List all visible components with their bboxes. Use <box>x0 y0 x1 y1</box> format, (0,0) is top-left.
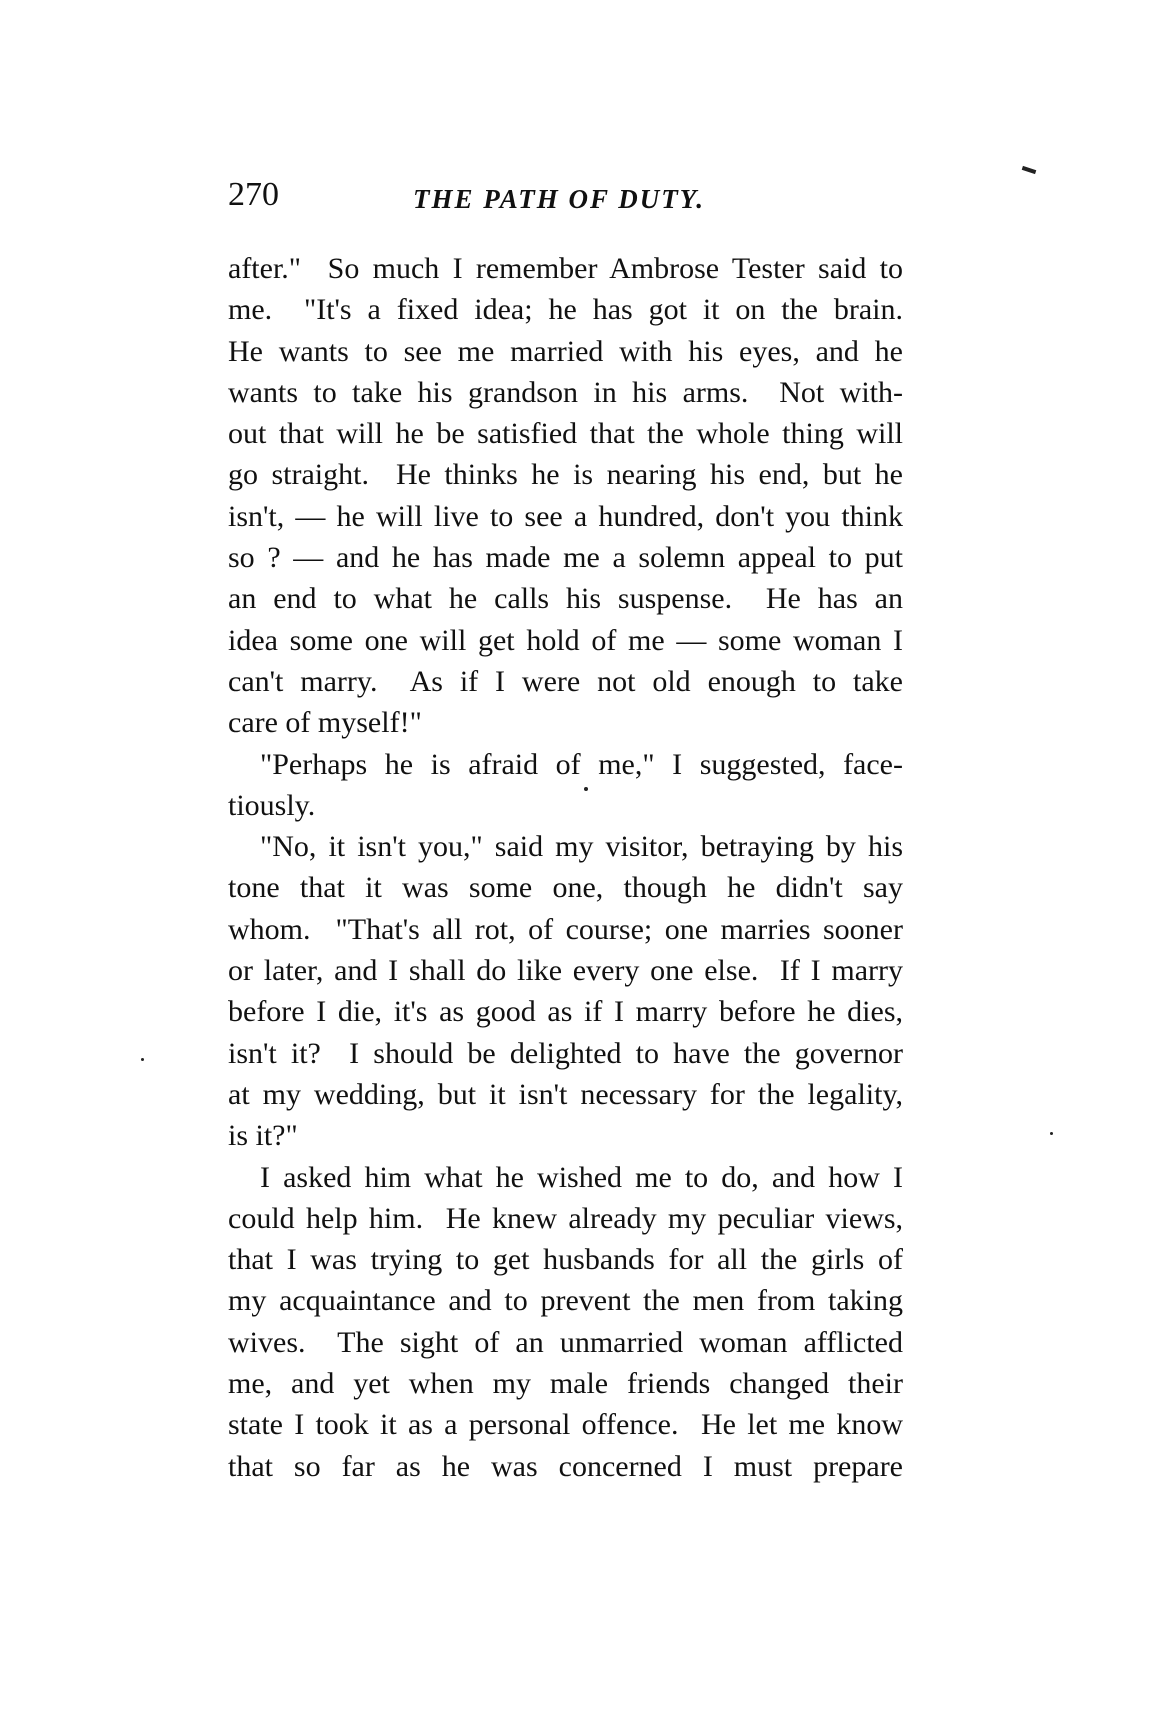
text-line: me, and yet when my male friends changed their <box>228 1367 903 1401</box>
text-line: after." So much I remember Ambrose Tester said to <box>228 252 903 285</box>
text-line: isn't, — he will live to see a hundred, don't you think <box>228 499 903 533</box>
ink-speck <box>141 1058 144 1061</box>
text-line: I asked him what he wished me to do, and how I <box>260 1160 903 1194</box>
text-line: could help him. He knew already my peculiar views, <box>228 1201 903 1235</box>
text-line: whom. "That's all rot, of course; one marries sooner <box>228 912 903 946</box>
text-line: tiously. <box>228 788 316 822</box>
ink-speck <box>584 787 588 791</box>
text-line: idea some one will get hold of me — some woman I <box>228 623 903 657</box>
text-line: care of myself!" <box>228 706 422 740</box>
text-line: can't marry. As if I were not old enough to take <box>228 664 903 698</box>
page-header <box>228 178 928 222</box>
text-line: "Perhaps he is afraid of me," I suggested, face- <box>260 747 903 781</box>
text-line: my acquaintance and to prevent the men from taking <box>228 1284 903 1318</box>
text-line: isn't it? I should be delighted to have the governor <box>228 1036 903 1070</box>
text-line: out that will he be satisfied that the whole thing will <box>228 417 903 451</box>
text-line: state I took it as a personal offence. He let me know <box>228 1408 903 1442</box>
text-line: me. "It's a fixed idea; he has got it on the brain. <box>228 293 903 327</box>
text-line: wants to take his grandson in his arms. Not with- <box>228 375 903 409</box>
running-head: THE PATH OF DUTY. <box>413 184 706 214</box>
text-line: so ? — and he has made me a solemn appeal to put <box>228 541 903 575</box>
text-line: tone that it was some one, though he didn't say <box>228 871 903 905</box>
page-number: 270 <box>228 176 279 213</box>
text-line: He wants to see me married with his eyes, and he <box>228 334 903 368</box>
text-line: go straight. He thinks he is nearing his end, but he <box>228 458 903 492</box>
text-line: is it?" <box>228 1119 298 1153</box>
text-line: at my wedding, but it isn't necessary for the legality, <box>228 1077 903 1111</box>
text-line: before I die, it's as good as if I marry before he dies, <box>228 995 903 1029</box>
text-line: that so far as he was concerned I must prepare <box>228 1449 903 1483</box>
text-line: "No, it isn't you," said my visitor, betraying by his <box>260 830 903 864</box>
text-line: wives. The sight of an unmarried woman afflicted <box>228 1325 903 1359</box>
body-text <box>228 248 903 1487</box>
ink-speck <box>1022 166 1037 174</box>
ink-speck <box>1050 1132 1053 1135</box>
text-line: or later, and I shall do like every one else. If I marry <box>228 954 903 988</box>
text-line: an end to what he calls his suspense. He has an <box>228 582 903 616</box>
text-line: that I was trying to get husbands for all the girls of <box>228 1243 903 1277</box>
